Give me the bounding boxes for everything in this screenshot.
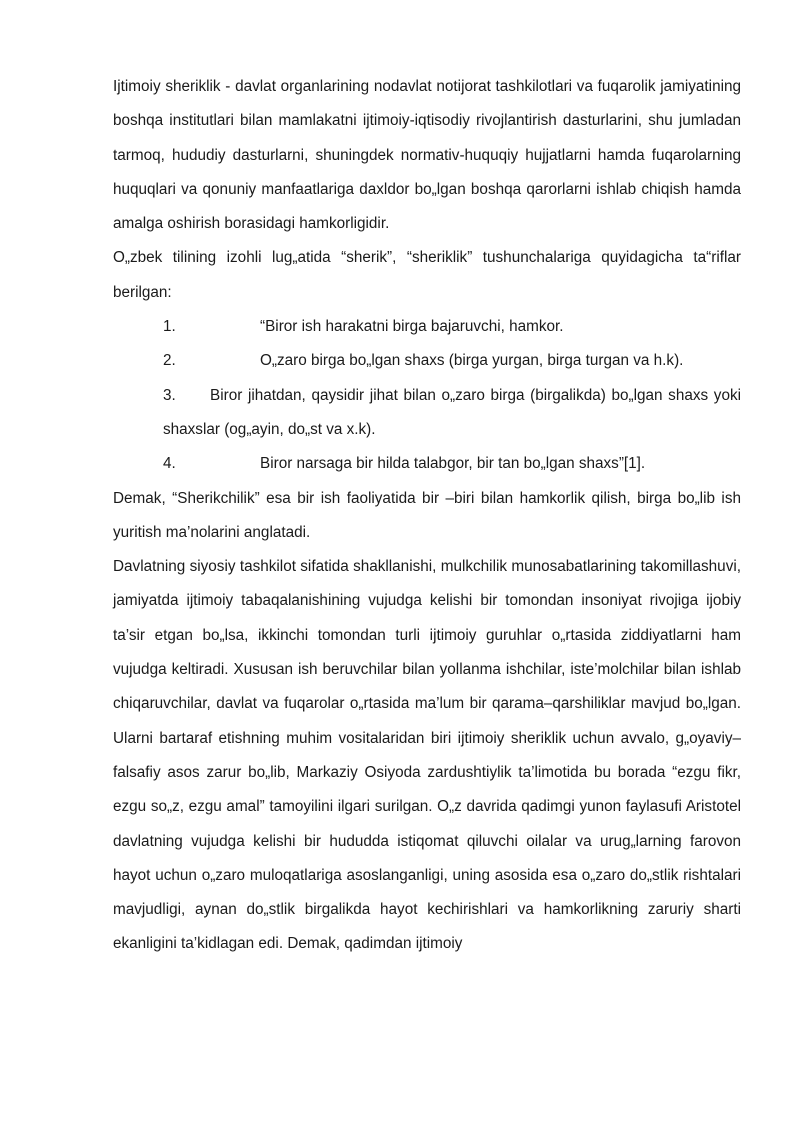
list-item-text: Biror narsaga bir hilda talabgor, bir tan bo„lgan shaxs”[1].	[260, 455, 646, 473]
paragraph-history: Davlatning siyosiy tashkilot sifatida shakllanishi, mulkchilik munosabatlarining takomillashuvi, jamiyatda ijtimoiy tabaqalanishining vujudga kelishi bir tomondan insoniyat rivojiga ijobiy ta’sir etgan bo„lsa, ikkinchi tomondan turli ijtimoiy guruhlar o„rtasida ziddiyatlarni ham vujudga keltiradi. Xususan ish beruvchilar bilan yollanma ishchilar, iste’molchilar bilan ishlab chiqaruvchilar, davlat va fuqarolar o„rtasida ma’lum bir qarama–qarshiliklar mavjud bo„lgan. Ularni bartaraf etishning muhim vositalaridan biri ijtimoiy sheriklik uchun avvalo, g„oyaviy–falsafiy asos zarur bo„lib, Markaziy Osiyoda zardushtiylik ta’limotida bu borada “ezgu fikr, ezgu so„z, ezgu amal” tamoyilini ilgari surilgan. O„z davrida qadimgi yunon faylasufi Aristotel davlatning vujudga kelishi bir hududda istiqomat qiluvchi oilalar va urug„larning farovon hayot uchun o„zaro muloqatlariga asoslanganligi, uning asosida esa o„zaro do„stlik rishtalari mavjudligi, aynan do„stlik birgalikda hayot kechirishlari va hamkorlikning zaruriy sharti ekanligini ta’kidlagan edi. Demak, qadimdan ijtimoiy	[113, 558, 741, 953]
list-item-text: “Biror ish harakatni birga bajaruvchi, hamkor.	[260, 318, 564, 336]
document-page	[113, 70, 741, 962]
list-item-text: O„zaro birga bo„lgan shaxs (birga yurgan, birga turgan va h.k).	[260, 352, 684, 370]
list-item-number: 3.	[163, 386, 176, 404]
list-item	[163, 310, 741, 344]
list-item	[163, 447, 741, 481]
paragraph-dictionary-intro: O„zbek tilining izohli lug„atida “sherik”, “sheriklik” tushunchalariga quyidagicha ta“riflar berilgan:	[113, 249, 741, 301]
list-item-number: 1.	[163, 318, 176, 336]
list-item-text: Biror jihatdan, qaysidir jihat bilan o„zaro birga (birgalikda) bo„lgan shaxs yoki shaxslar (og„ayin, do„st va x.k).	[163, 386, 741, 438]
list-item-number: 4.	[163, 455, 176, 473]
definition-list	[113, 310, 741, 481]
list-item-number: 2.	[163, 352, 176, 370]
list-item	[163, 344, 741, 378]
list-item	[163, 379, 741, 448]
paragraph-definition: Ijtimoiy sheriklik - davlat organlarining nodavlat notijorat tashkilotlari va fuqarolik jamiyatining boshqa institutlari bilan mamlakatni ijtimoiy-iqtisodiy rivojlantirish dasturlarini, shu jumladan tarmoq, hududiy dasturlarni, shuningdek normativ-huquqiy hujjatlarni hamda fuqarolarning huquqlari va qonuniy manfaatlariga daxldor bo„lgan boshqa qarorlarni ishlab chiqish hamda amalga oshirish borasidagi hamkorligidir.	[113, 78, 741, 233]
paragraph-conclusion: Demak, “Sherikchilik” esa bir ish faoliyatida bir –biri bilan hamkorlik qilish, birga bo„lib ish yuritish ma’nolarini anglatadi.	[113, 489, 741, 541]
